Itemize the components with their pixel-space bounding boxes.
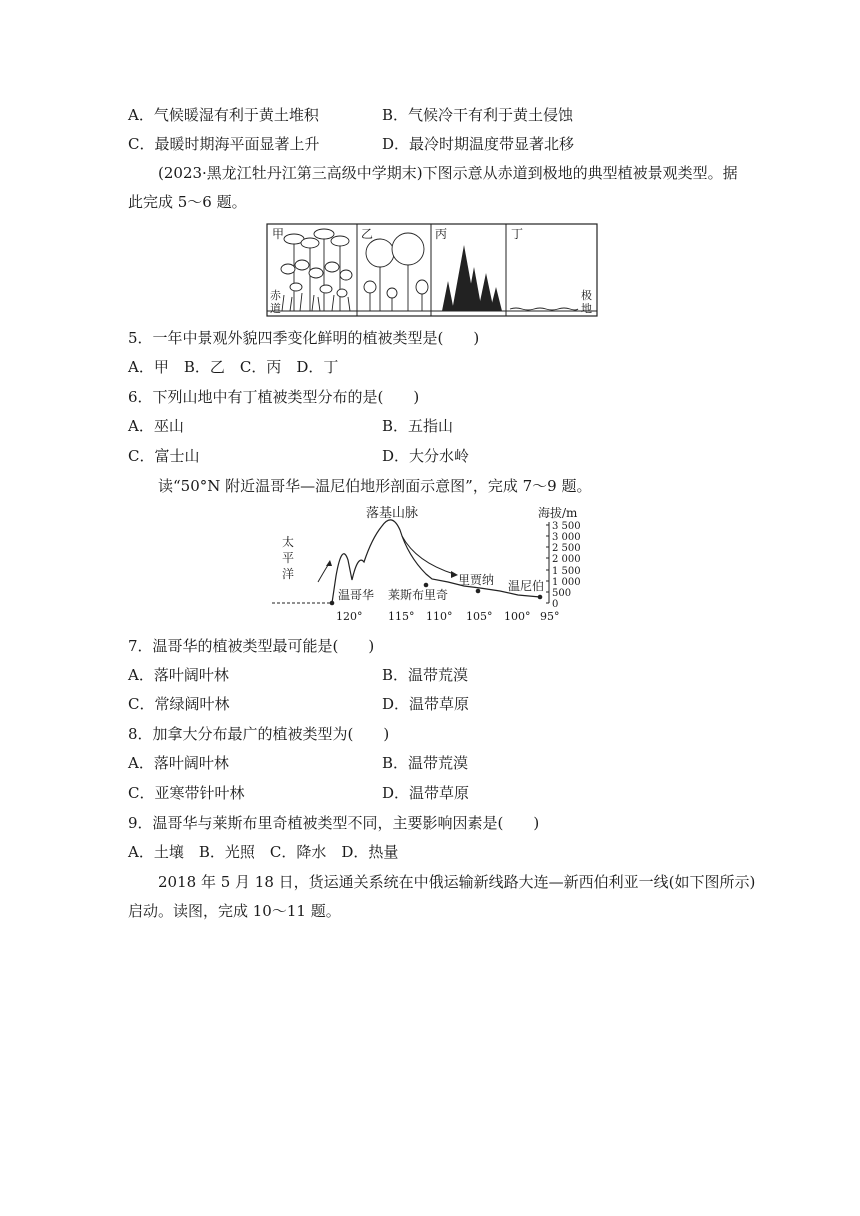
label-pole-1: 极: [581, 289, 592, 302]
winnipeg-point: [538, 595, 543, 600]
q4-option-a: A．气候暖湿有利于黄土堆积: [128, 106, 319, 124]
rocky-mountains-label: 落基山脉: [366, 506, 419, 521]
q9-options: A．土壤 B．光照 C．降水 D．热量: [128, 843, 399, 861]
airflow-arrow-descent: [402, 536, 454, 574]
q9-stem: 9．温哥华与莱斯布里奇植被类型不同，主要影响因素是( ): [128, 814, 540, 832]
q5-options: A．甲 B．乙 C．丙 D．丁: [128, 358, 339, 376]
lethbridge-label: 莱斯布里奇: [388, 588, 449, 602]
svg-text:100°: 100°: [504, 610, 531, 623]
q8-stem: 8．加拿大分布最广的植被类型为( ): [128, 725, 390, 743]
q5-stem: 5．一年中景观外貌四季变化鲜明的植被类型是( ): [128, 329, 480, 347]
label-yi: 乙: [361, 227, 374, 241]
q4-option-d: D．最冷时期温度带显著北移: [382, 135, 575, 153]
label-equator-2: 道: [270, 302, 281, 315]
altitude-axis-label: 海拔/m: [538, 506, 578, 520]
label-pole-2: 地: [581, 302, 592, 315]
vancouver-point: [330, 601, 335, 606]
lethbridge-point: [424, 583, 429, 588]
svg-text:2 500: 2 500: [552, 543, 581, 554]
q8-option-d: D．温带草原: [382, 784, 470, 802]
label-jia: 甲: [272, 227, 285, 241]
pacific-label-3: 洋: [282, 567, 295, 581]
q4-option-c: C．最暖时期海平面显著上升: [128, 135, 320, 153]
label-bing: 丙: [435, 227, 448, 241]
q6-option-b: B．五指山: [382, 417, 454, 435]
winnipeg-label: 温尼伯: [508, 579, 545, 593]
pacific-label-2: 平: [282, 551, 295, 565]
regina-point: [476, 589, 481, 594]
intro-7-9: 读“50°N 附近温哥华—温尼伯地形剖面示意图”，完成 7～9 题。: [158, 477, 592, 495]
vancouver-label: 温哥华: [338, 588, 375, 602]
svg-text:95°: 95°: [540, 610, 560, 623]
q7-stem: 7．温哥华的植被类型最可能是( ): [128, 637, 375, 655]
pacific-label-1: 太: [282, 535, 295, 549]
label-ding: 丁: [511, 227, 524, 241]
intro-5-6-line1: (2023·黑龙江牡丹江第三高级中学期末)下图示意从赤道到极地的典型植被景观类型。据: [158, 164, 738, 182]
q6-option-d: D．大分水岭: [382, 447, 470, 465]
q8-option-a: A．落叶阔叶林: [128, 754, 229, 772]
q8-option-b: B．温带荒漠: [382, 754, 469, 772]
q6-option-c: C．富士山: [128, 447, 200, 465]
svg-text:120°: 120°: [336, 610, 363, 623]
q6-stem: 6．下列山地中有丁植被类型分布的是( ): [128, 388, 420, 406]
intro-10-11-line2: 启动。读图，完成 10～11 题。: [128, 902, 341, 920]
q4-option-b: B．气候冷干有利于黄土侵蚀: [382, 106, 574, 124]
terrain-profile-figure: [268, 500, 581, 626]
svg-text:115°: 115°: [388, 610, 415, 623]
svg-text:0: 0: [552, 599, 559, 610]
svg-text:1 000: 1 000: [552, 577, 581, 588]
q7-option-b: B．温带荒漠: [382, 666, 469, 684]
regina-label: 里贾纳: [458, 573, 495, 587]
q7-option-c: C．常绿阔叶林: [128, 695, 230, 713]
svg-text:3 500: 3 500: [552, 521, 581, 532]
svg-text:105°: 105°: [466, 610, 493, 623]
intro-5-6-line2: 此完成 5～6 题。: [128, 193, 247, 211]
q8-option-c: C．亚寒带针叶林: [128, 784, 245, 802]
vegetation-landscape-figure: [266, 223, 598, 317]
svg-text:1 500: 1 500: [552, 566, 581, 577]
svg-text:500: 500: [552, 588, 572, 599]
q7-option-d: D．温带草原: [382, 695, 470, 713]
svg-text:2 000: 2 000: [552, 554, 581, 565]
intro-10-11-line1: 2018 年 5 月 18 日，货运通关系统在中俄运输新线路大连—新西伯利亚一线(如下图所示): [158, 873, 756, 891]
altitude-ticks: [552, 521, 581, 610]
q7-option-a: A．落叶阔叶林: [128, 666, 229, 684]
svg-text:3 000: 3 000: [552, 532, 581, 543]
q6-option-a: A．巫山: [128, 417, 184, 435]
longitude-ticks: [336, 610, 560, 623]
label-equator-1: 赤: [270, 289, 281, 302]
svg-text:110°: 110°: [426, 610, 453, 623]
